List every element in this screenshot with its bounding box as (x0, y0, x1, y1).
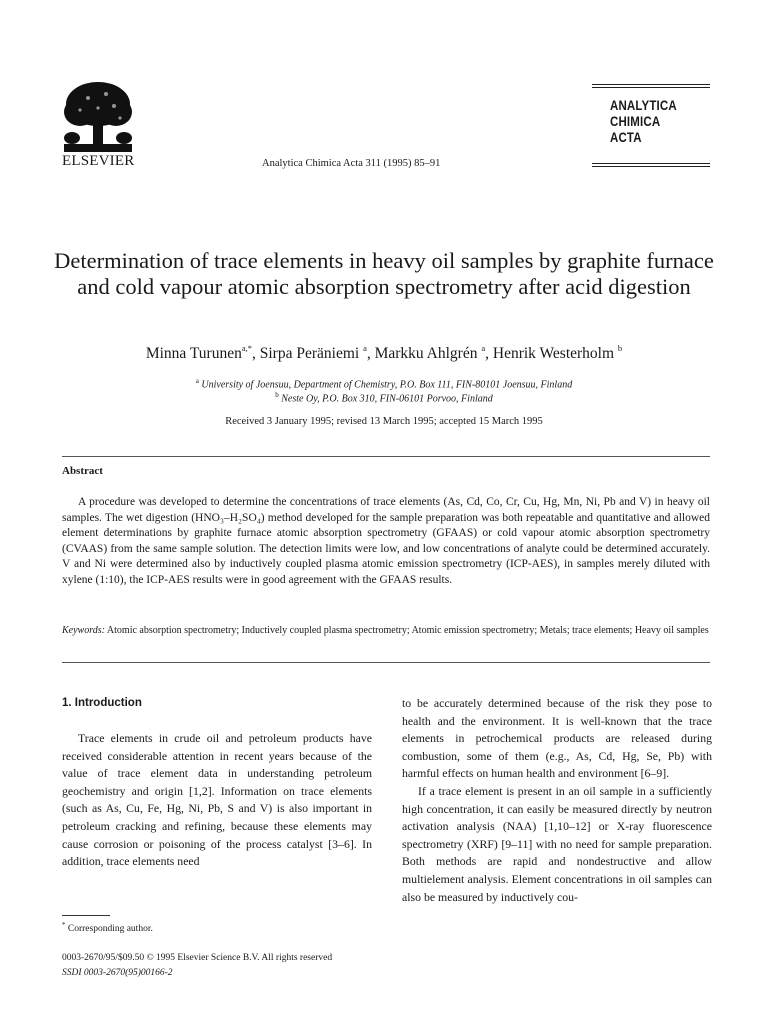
copyright-line: 0003-2670/95/$09.50 © 1995 Elsevier Science B.V. All rights reserved (62, 953, 333, 963)
affiliation-b (40, 391, 728, 404)
affiliation-a (40, 377, 728, 390)
affiliation-sup: b (275, 391, 279, 399)
publisher-name: ELSEVIER (62, 153, 135, 169)
footnote-rule (62, 915, 110, 916)
copyright-block (62, 951, 332, 981)
abstract-heading: Abstract (62, 465, 103, 477)
affiliation-text: University of Joensuu, Department of Chemistry, P.O. Box 111, FIN-80101 Joensuu, Finland (201, 379, 573, 391)
author-sup: a,* (241, 343, 252, 353)
column-left (62, 730, 372, 871)
keywords (62, 623, 710, 638)
brand-rule-top-2 (592, 87, 710, 88)
brand-rule-bottom-2 (592, 166, 710, 167)
affiliation-text: Neste Oy, P.O. Box 310, FIN-06101 Porvoo, Finland (281, 393, 493, 405)
affiliation-sup: a (195, 377, 199, 385)
author-sup: b (617, 343, 623, 353)
author-name: Minna Turunen (145, 345, 242, 362)
section-heading: 1. Introduction (62, 697, 142, 709)
brand-line-3: ACTA (610, 130, 642, 145)
brand-line-2: CHIMICA (610, 114, 661, 129)
abstract-rule-top (62, 456, 710, 457)
abstract-text: A procedure was developed to determine the concentrations of trace elements (As, Cd, Co, Cr, Cu, Hg, Mn, Ni, Pb and V) in heavy oil samples. The wet digestion (HNO₃–H₂SO₄) method developed for the sample preparation was both repeatable and quantitative and allowed element determinations by graphite furnace atomic absorption spectrometry (GFAAS) or cold vapour atomic absorption spectrometry (CVAAS) from the same sample solution. The detection limits were low, and low concentrations of analyte could be determined accurately. V and Ni were determined also by inductively coupled plasma atomic emission spectrometry (ICP-AES), in samples merely diluted with xylene (1:10), the ICP-AES results were in good agreement with the GFAAS results. (62, 496, 710, 586)
journal-citation: Analytica Chimica Acta 311 (1995) 85–91 (262, 158, 441, 169)
author-list: Minna Turunen$^{a,*}$, Sirpa Peräniemi $^a$, Markku Ahlgrén $^a$, Henrik Westerholm $^b$ (145, 343, 623, 362)
author-sup: a (481, 343, 486, 353)
ssdi-line: SSDI 0003-2670(95)00166-2 (62, 968, 173, 978)
elsevier-tree-logo (58, 78, 138, 154)
brand-line-1: ANALYTICA (610, 98, 677, 113)
footnote-sup: * (62, 921, 66, 929)
brand-rule-bottom (592, 163, 710, 164)
paragraph: If a trace element is present in an oil sample in a sufficiently high concentration, it can easily be measured directly by neutron activation analysis (NAA) [1,10–12] or X-ray fluorescence spectrometry (XRF) [9–11] with no need for sample preparation. Both methods are rapid and nondestructive and allow multielement analysis. Element concentrations in oil samples can also be measured by inductively cou- (402, 783, 712, 904)
keywords-text: Atomic absorption spectrometry; Inductively coupled plasma spectrometry; Atomic emission spectrometry; Metals; trace elements; Heavy oil samples (106, 625, 709, 636)
keywords-label: Keywords: (62, 625, 105, 636)
journal-brand (610, 98, 677, 146)
author-name: Henrik Westerholm (492, 345, 615, 362)
paper-title: Determination of trace elements in heavy oil samples by graphite furnace and cold vapour atomic absorption spectrometry after acid digestion (54, 248, 714, 299)
author-name: Markku Ahlgrén (374, 345, 478, 362)
author-name: Sirpa Peräniemi (259, 345, 360, 362)
column-right (402, 695, 712, 906)
footnote-text: Corresponding author. (67, 924, 153, 935)
footnote (62, 921, 153, 934)
paragraph: to be accurately determined because of the risk they pose to health and the environment. It is well-known that the trace elements in petrochemical products are released during combustion, some of them (e.g., As, Cd, Hg, Se, Pb) with harmful effects on human health and environment [6–9]. (402, 696, 712, 781)
brand-rule-top (592, 84, 710, 85)
received-dates: Received 3 January 1995; revised 13 March 1995; accepted 15 March 1995 (225, 416, 543, 427)
author-sup: a (363, 343, 367, 353)
paragraph: Trace elements in crude oil and petroleum products have received considerable attention in recent years because of the value of trace element data in understanding petroleum geochemistry and origin [1,2]. Information on trace elements (such as As, Cu, Fe, Hg, Ni, Pb, S and V) is also important in petroleum cracking and refining, because these elements may cause corrosion or poisoning of the process catalyst [3–6]. In addition, trace elements need (62, 731, 372, 869)
abstract-rule-bottom (62, 662, 710, 663)
